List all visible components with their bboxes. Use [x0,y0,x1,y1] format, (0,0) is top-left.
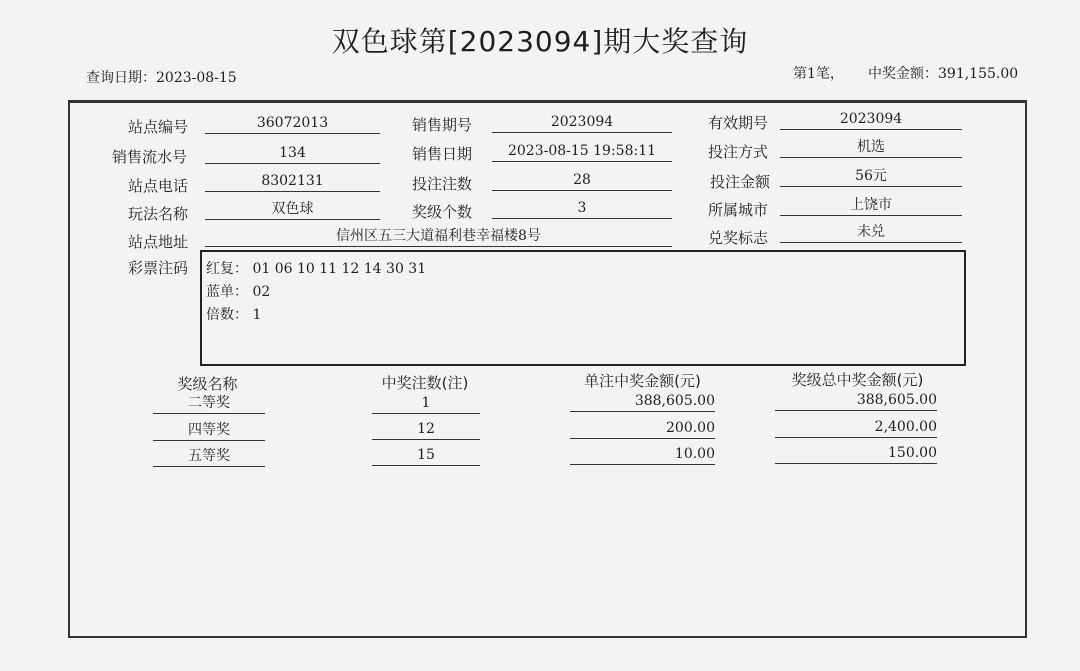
field-value: 机选 [780,137,962,158]
prize-level: 五等奖 [153,446,265,467]
field-value: 上饶市 [780,195,962,216]
field-label: 兑奖标志 [708,229,769,247]
win-count: 15 [372,445,480,466]
unit-prize: 388,605.00 [570,391,715,412]
field-label: 有效期号 [708,114,769,132]
field-label: 投注金额 [710,173,771,191]
field-label: 所属城市 [708,201,769,219]
field-label: 站点编号 [128,118,189,136]
field-value: 3 [492,198,672,219]
table-header: 奖级总中奖金额(元) [791,371,924,389]
field-value: 134 [205,143,380,164]
query-date-label: 查询日期： [86,70,156,86]
ticket-label: 彩票注码 [128,259,189,277]
unit-prize: 200.00 [570,418,715,439]
level-total-prize: 150.00 [775,443,937,464]
query-date-value: 2023-08-15 [156,70,237,86]
ticket-multiple-line: 倍数： 1 [206,307,262,323]
field-label: 投注方式 [708,143,769,161]
field-label: 站点地址 [128,233,189,251]
field-label: 销售期号 [412,116,473,134]
prize-level: 二等奖 [153,393,265,414]
field-label: 站点电话 [128,177,189,195]
table-header: 奖级名称 [177,375,238,393]
total-prize-label: 中奖金额： [868,66,938,82]
field-value: 8302131 [205,171,380,192]
field-label: 奖级个数 [412,203,473,221]
page-title: 双色球第[2023094]期大奖查询 [331,25,749,58]
field-label: 玩法名称 [128,205,189,223]
ticket-red-line: 红复： 01 06 10 11 12 14 30 31 [206,261,427,277]
field-label: 销售流水号 [112,148,188,166]
win-count: 1 [372,393,480,414]
field-value: 36072013 [205,113,380,134]
record-index: 第1笔， [793,66,844,82]
field-value: 双色球 [205,199,380,220]
table-header: 单注中奖金额(元) [584,372,701,390]
win-count: 12 [372,419,480,440]
field-value: 未兑 [780,222,962,243]
field-label: 投注注数 [412,175,473,193]
field-value: 2023094 [780,109,962,130]
field-label: 销售日期 [412,145,473,163]
unit-prize: 10.00 [570,444,715,465]
total-prize [868,63,1018,83]
prize-level: 四等奖 [153,420,265,441]
field-value: 2023094 [492,112,672,133]
field-value: 信州区五三大道福利巷幸福楼8号 [205,226,672,247]
table-header: 中奖注数(注) [381,374,469,392]
field-value: 28 [492,170,672,191]
field-value: 2023-08-15 19:58:11 [492,141,672,162]
level-total-prize: 2,400.00 [775,417,937,438]
query-date [86,67,237,87]
field-value: 56元 [780,166,962,187]
level-total-prize: 388,605.00 [775,390,937,411]
ticket-blue-line: 蓝单： 02 [206,284,271,300]
ticket-box [200,250,966,366]
total-prize-value: 391,155.00 [938,66,1019,82]
